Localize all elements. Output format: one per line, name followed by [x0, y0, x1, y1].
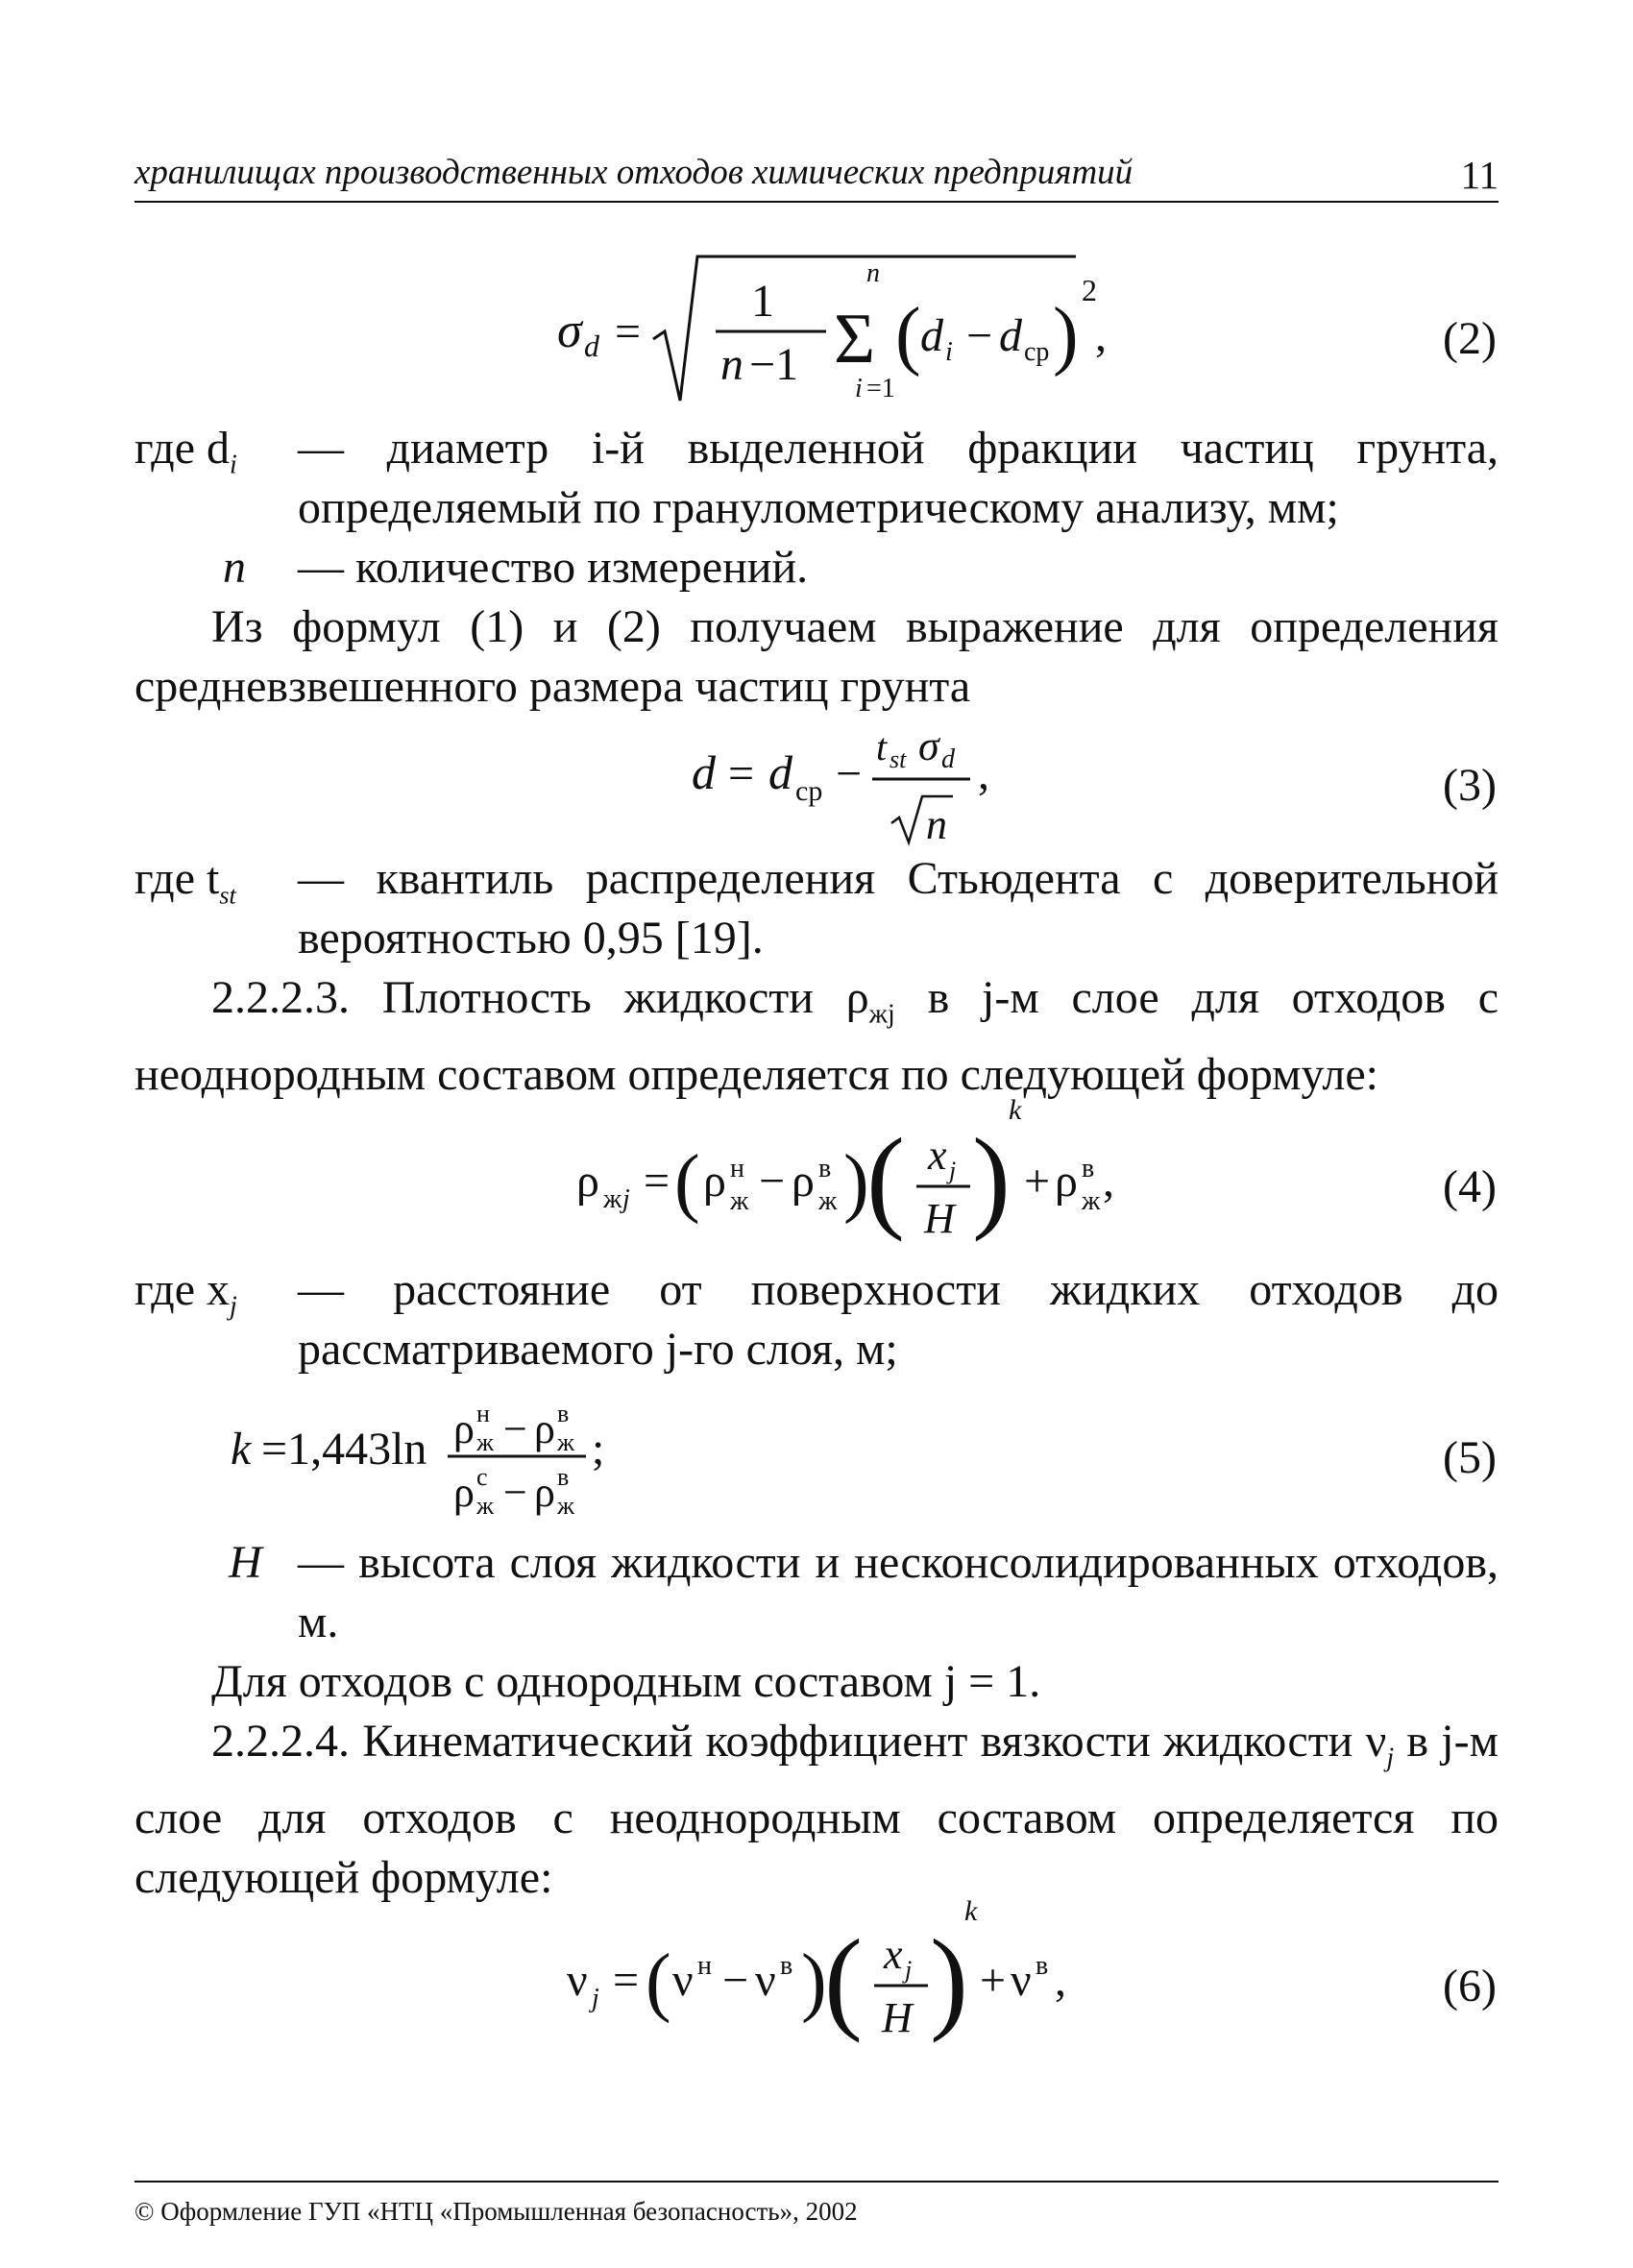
svg-text:н: н — [730, 1154, 744, 1183]
svg-text:,: , — [978, 748, 989, 799]
svg-text:): ) — [801, 1939, 827, 2024]
equation-5-number: (5) — [1443, 1432, 1497, 1483]
svg-text:ж: ж — [603, 1184, 622, 1214]
svg-text:−: − — [722, 1955, 749, 2006]
svg-text:d: d — [584, 329, 599, 363]
equation-4 — [567, 1090, 1162, 1254]
svg-text:+: + — [980, 1955, 1007, 2006]
svg-text:ср: ср — [1024, 337, 1050, 367]
svg-text:d: d — [768, 745, 792, 799]
svg-text:,: , — [1095, 310, 1107, 361]
svg-text:+: + — [1024, 1156, 1051, 1207]
equation-3-number: (3) — [1443, 760, 1497, 811]
svg-text:ж: ж — [557, 1428, 574, 1456]
svg-text:k: k — [1009, 1094, 1022, 1126]
paragraph-formulas: Из формул (1) и (2) получаем выражение для определения средневзвешенного размера частиц грунта — [134, 601, 1499, 712]
equation-5 — [211, 1383, 711, 1527]
svg-text:j: j — [592, 1984, 599, 2013]
svg-text:i: i — [945, 337, 953, 367]
page-number: 11 — [1460, 153, 1499, 197]
svg-text:ρ: ρ — [792, 1156, 815, 1207]
svg-text:n: n — [866, 258, 880, 288]
svg-text:в: в — [818, 1154, 832, 1183]
definition-d-i — [134, 419, 1499, 538]
paragraph-density: 2.2.2.3. Плотность жидкости $\rho_{жj}$ в j-м слое для отходов с неоднородным составом определяется по следующей формуле: — [134, 972, 1499, 1100]
svg-text:j: j — [905, 1956, 913, 1984]
svg-text:n: n — [926, 801, 947, 848]
svg-text:−: − — [836, 748, 863, 799]
svg-text:−: − — [759, 1156, 786, 1207]
definition-symbol: n — [223, 542, 246, 593]
svg-text:ν: ν — [672, 1955, 694, 2006]
svg-text:σ: σ — [557, 304, 582, 358]
definition-symbol: где $t_{st}$ — [134, 853, 236, 910]
definition-text: — количество измерений. — [298, 542, 809, 593]
svg-text:(: ( — [824, 1915, 863, 2043]
svg-text:ρ: ρ — [534, 1405, 555, 1452]
svg-text:в: в — [1036, 1951, 1049, 1981]
paragraph-homogeneous: Для отходов с однородным составом j = 1. — [211, 1656, 1041, 1707]
svg-text:=: = — [613, 1955, 640, 2006]
svg-text:2: 2 — [1082, 273, 1097, 307]
svg-text:(: ( — [674, 1140, 700, 1225]
svg-text:H: H — [882, 1994, 913, 2041]
svg-text:): ) — [972, 1114, 1011, 1242]
svg-text:,: , — [1055, 1955, 1066, 2006]
svg-text:−: − — [503, 1469, 527, 1516]
svg-text:): ) — [930, 1915, 968, 2043]
header-rule — [134, 201, 1499, 203]
definition-t-st — [134, 849, 1499, 968]
svg-text:): ) — [843, 1140, 869, 1225]
svg-text:=1: =1 — [866, 374, 895, 403]
running-title: хранилищах производственных отходов химических предприятий — [134, 153, 1133, 192]
svg-text:j: j — [622, 1184, 630, 1214]
svg-text:н: н — [697, 1951, 712, 1981]
equation-2-number: (2) — [1443, 313, 1497, 364]
svg-text:в: в — [780, 1951, 793, 1981]
equation-6-number: (6) — [1443, 1961, 1497, 2012]
svg-text:в: в — [1082, 1154, 1095, 1183]
footer-copyright: © Оформление ГУП «НТЦ «Промышленная безопасность», 2002 — [134, 2197, 858, 2226]
svg-text:−: − — [503, 1405, 527, 1452]
svg-text:ж: ж — [818, 1186, 838, 1216]
svg-text:d: d — [920, 310, 943, 361]
svg-text:=: = — [644, 1156, 670, 1207]
svg-text:,: , — [1103, 1156, 1114, 1207]
svg-text:ν: ν — [1011, 1955, 1032, 2006]
svg-text:;: ; — [592, 1424, 605, 1475]
svg-text:=: = — [728, 748, 755, 799]
svg-text:t: t — [876, 725, 888, 768]
svg-text:σ: σ — [918, 722, 939, 769]
svg-text:(: ( — [895, 293, 921, 378]
definition-x-j — [134, 1260, 1499, 1379]
svg-text:(: ( — [866, 1114, 905, 1242]
definition-text: — расстояние от поверхности жидких отходов до рассматриваемого j-го слоя, м; — [298, 1264, 1499, 1375]
svg-text:в: в — [557, 1400, 570, 1427]
svg-text:Σ: Σ — [834, 300, 876, 378]
svg-text:(: ( — [646, 1939, 671, 2024]
svg-text:н: н — [476, 1400, 490, 1427]
definition-text: — диаметр i-й выделенной фракции частиц грунта, определяемый по гранулометрическому анализу, мм; — [298, 423, 1499, 533]
svg-text:ρ: ρ — [1055, 1156, 1078, 1207]
definition-symbol: где $d_i$ — [134, 423, 237, 480]
svg-text:ρ: ρ — [576, 1156, 599, 1207]
definition-text: — квантиль распределения Стьюдента с доверительной вероятностью 0,95 [19]. — [298, 853, 1499, 963]
footer-rule — [134, 2181, 1499, 2183]
svg-text:ρ: ρ — [453, 1469, 475, 1516]
svg-text:d: d — [999, 310, 1022, 361]
definition-text: — высота слоя жидкости и несконсолидированных отходов, м. — [298, 1537, 1499, 1647]
svg-text:ρ: ρ — [703, 1156, 726, 1207]
svg-text:x: x — [884, 1931, 903, 1978]
svg-text:H: H — [924, 1195, 955, 1242]
svg-text:ж: ж — [476, 1492, 494, 1520]
svg-text:): ) — [1053, 293, 1079, 378]
svg-text:ср: ср — [795, 775, 823, 807]
svg-text:k: k — [231, 1424, 252, 1475]
svg-text:ж: ж — [730, 1186, 749, 1216]
svg-text:ν: ν — [567, 1955, 588, 2006]
svg-text:1: 1 — [751, 276, 774, 327]
definition-symbol: H — [229, 1537, 262, 1588]
svg-text:d: d — [692, 745, 716, 799]
svg-text:d: d — [941, 744, 955, 774]
equation-4-number: (4) — [1443, 1161, 1497, 1212]
equation-3 — [682, 716, 1085, 860]
svg-text:в: в — [557, 1463, 570, 1491]
svg-text:ж: ж — [1082, 1186, 1101, 1216]
svg-text:ρ: ρ — [453, 1405, 475, 1452]
svg-text:j: j — [949, 1157, 957, 1184]
svg-text:ж: ж — [557, 1492, 574, 1520]
svg-text:−: − — [966, 310, 993, 361]
equation-6 — [557, 1888, 1095, 2061]
definition-n — [134, 538, 1499, 597]
svg-text:n: n — [720, 339, 743, 390]
svg-text:−1: −1 — [749, 339, 799, 390]
svg-text:k: k — [964, 1895, 978, 1927]
definition-H — [134, 1533, 1499, 1652]
svg-text:ρ: ρ — [534, 1469, 555, 1516]
svg-text:с: с — [476, 1463, 488, 1491]
svg-text:ν: ν — [755, 1955, 776, 2006]
svg-text:=: = — [615, 306, 642, 357]
svg-text:ж: ж — [476, 1428, 494, 1456]
equation-2 — [538, 235, 1133, 418]
paragraph-viscosity: 2.2.2.4. Кинематический коэффициент вязкости жидкости $\nu_j$ в j-м слое для отходов с неоднородным составом определяется по следующей формуле: — [134, 1716, 1499, 1903]
svg-text:st: st — [890, 745, 907, 773]
definition-symbol: где $x_j$ — [134, 1264, 237, 1322]
svg-text:x: x — [928, 1132, 947, 1179]
svg-text:=1,443ln: =1,443ln — [261, 1424, 427, 1475]
svg-text:i: i — [855, 374, 863, 403]
